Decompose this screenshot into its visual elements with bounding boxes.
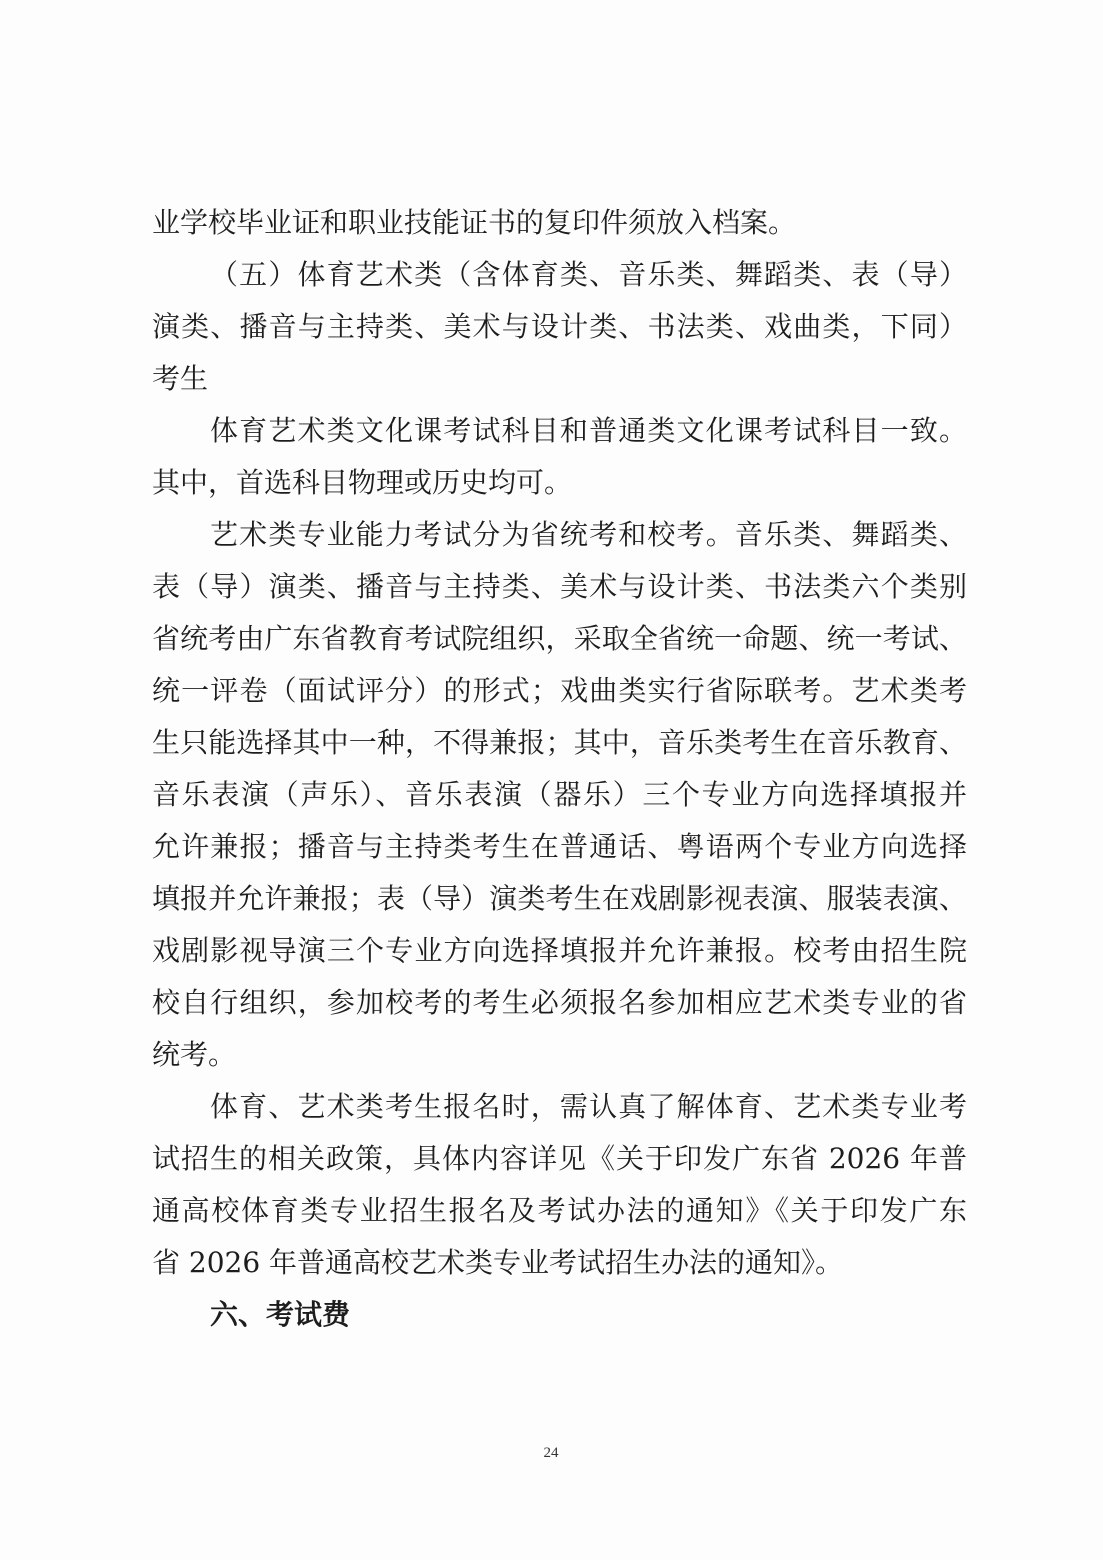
- text-line: 生只能选择其中一种，不得兼报；其中，音乐类考生在音乐教育、: [152, 726, 967, 759]
- text-line: 省 2026 年普通高校艺术类专业考试招生办法的通知》。: [152, 1246, 844, 1279]
- text-line: 填报并允许兼报；表（导）演类考生在戏剧影视表演、服装表演、: [152, 882, 967, 915]
- text-line: 考生: [152, 362, 209, 395]
- section-heading: 六、考试费: [210, 1298, 351, 1331]
- text-line: 校自行组织，参加校考的考生必须报名参加相应艺术类专业的省: [152, 986, 967, 1019]
- text-line: 业学校毕业证和职业技能证书的复印件须放入档案。: [152, 206, 797, 239]
- text-line: 统一评卷（面试评分）的形式；戏曲类实行省际联考。艺术类考: [152, 674, 967, 707]
- text-line: 试招生的相关政策，具体内容详见《关于印发广东省 2026 年普: [152, 1142, 967, 1175]
- text-line: 允许兼报；播音与主持类考生在普通话、粤语两个专业方向选择: [152, 830, 967, 863]
- text-line: 戏剧影视导演三个专业方向选择填报并允许兼报。校考由招生院: [152, 934, 967, 967]
- section-heading-line: （五）体育艺术类（含体育类、音乐类、舞蹈类、表（导）: [210, 258, 967, 291]
- paragraph-start-line: 艺术类专业能力考试分为省统考和校考。音乐类、舞蹈类、: [210, 518, 967, 551]
- text-line: 省统考由广东省教育考试院组织，采取全省统一命题、统一考试、: [152, 622, 967, 655]
- paragraph-start-line: 体育、艺术类考生报名时，需认真了解体育、艺术类专业考: [210, 1090, 967, 1123]
- text-line: 表（导）演类、播音与主持类、美术与设计类、书法类六个类别: [152, 570, 967, 603]
- text-line: 通高校体育类专业招生报名及考试办法的通知》《关于印发广东: [152, 1194, 967, 1227]
- text-line: 统考。: [152, 1038, 237, 1071]
- page-number: 24: [543, 1445, 559, 1461]
- text-line: 演类、播音与主持类、美术与设计类、书法类、戏曲类，下同）: [152, 310, 967, 343]
- paragraph-start-line: 体育艺术类文化课考试科目和普通类文化课考试科目一致。: [210, 414, 967, 447]
- text-line: 音乐表演（声乐）、音乐表演（器乐）三个专业方向选择填报并: [152, 778, 967, 811]
- text-line: 其中，首选科目物理或历史均可。: [152, 466, 573, 499]
